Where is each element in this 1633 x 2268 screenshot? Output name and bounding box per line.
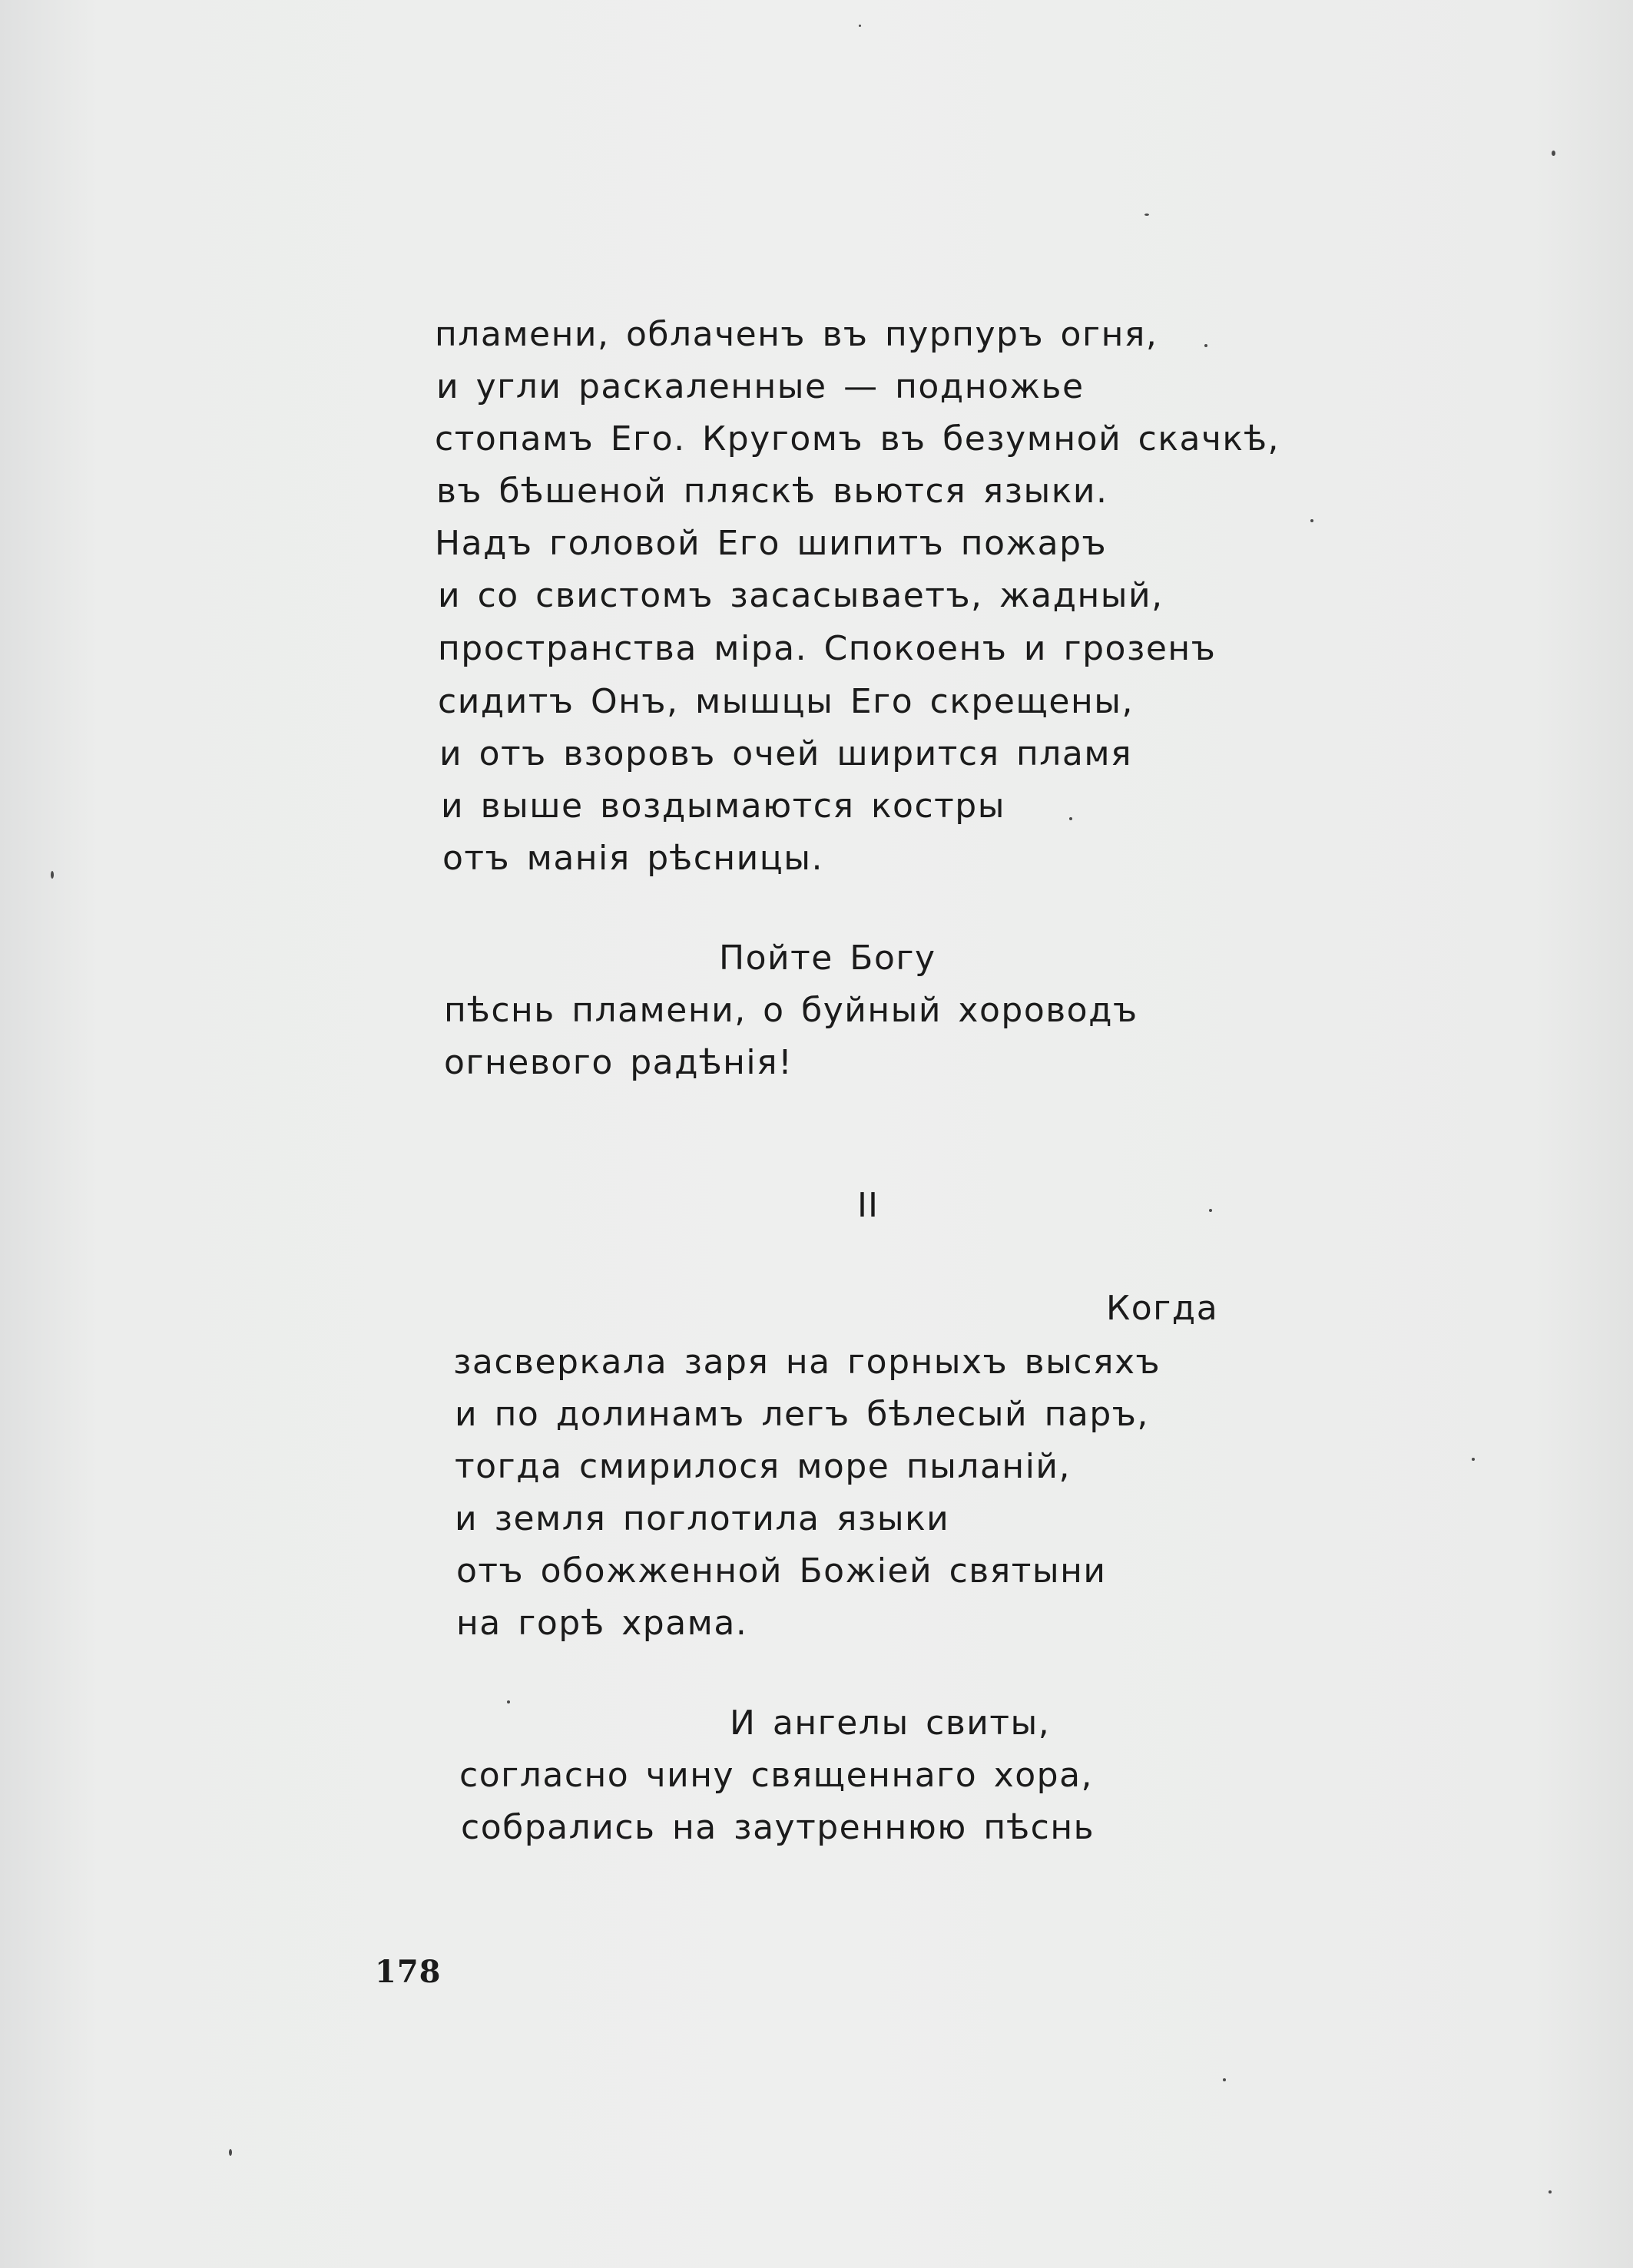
poem-line: и выше воздымаются костры (441, 786, 1005, 826)
poem-line: и земля поглотила языки (455, 1499, 950, 1538)
poem-line: Пойте Богу (719, 939, 936, 978)
poem-line: и со свистомъ засасываетъ, жадный, (438, 576, 1164, 615)
poem-line: И ангелы свиты, (730, 1703, 1051, 1743)
poem-line: огневого радѣнія! (444, 1043, 793, 1082)
paper-speck (229, 2149, 232, 2156)
poem-line: отъ обожженной Божіей святыни (456, 1551, 1107, 1591)
paper-speck (1144, 214, 1149, 216)
poem-line: и отъ взоровъ очей ширится пламя (439, 734, 1133, 773)
poem-line: пѣснь пламени, о буйный хороводъ (444, 991, 1138, 1030)
poem-line: Надъ головой Его шипитъ пожаръ (435, 524, 1108, 563)
paper-speck (1223, 2078, 1226, 2081)
poem-line: сидитъ Онъ, мышцы Его скрещены, (438, 682, 1134, 721)
poem-line: стопамъ Его. Кругомъ въ безумной скачкѣ, (435, 419, 1280, 459)
paper-speck (1549, 2190, 1552, 2194)
poem-line: и угли раскаленные — подножье (436, 367, 1085, 406)
poem-line: собрались на заутреннюю пѣснь (461, 1808, 1095, 1847)
paper-speck (1069, 817, 1072, 820)
poem-line: Когда (1106, 1289, 1219, 1328)
poem-line: засверкала заря на горныхъ высяхъ (453, 1343, 1161, 1382)
page-number: 178 (375, 1954, 442, 1990)
poem-line: тогда смирилося море пыланій, (455, 1447, 1072, 1486)
poem-line: на горѣ храма. (456, 1604, 748, 1643)
paper-speck (1310, 519, 1313, 522)
paper-speck (1552, 151, 1555, 156)
poem-line: пространства міра. Спокоенъ и грозенъ (438, 629, 1217, 668)
paper-speck (1204, 344, 1207, 347)
poem-line: въ бѣшеной пляскѣ вьются языки. (436, 472, 1108, 511)
paper-speck (1472, 1458, 1475, 1461)
paper-speck (1209, 1209, 1212, 1212)
paper-speck (859, 25, 861, 27)
poem-line: согласно чину священнаго хора, (459, 1756, 1094, 1795)
poem-line: пламени, облаченъ въ пурпуръ огня, (435, 315, 1158, 354)
poem-line: отъ манія рѣсницы. (442, 839, 823, 878)
paper-speck (51, 871, 54, 879)
poem-line: и по долинамъ легъ бѣлесый паръ, (455, 1395, 1149, 1434)
section-numeral: II (857, 1186, 879, 1225)
paper-speck (507, 1700, 510, 1703)
